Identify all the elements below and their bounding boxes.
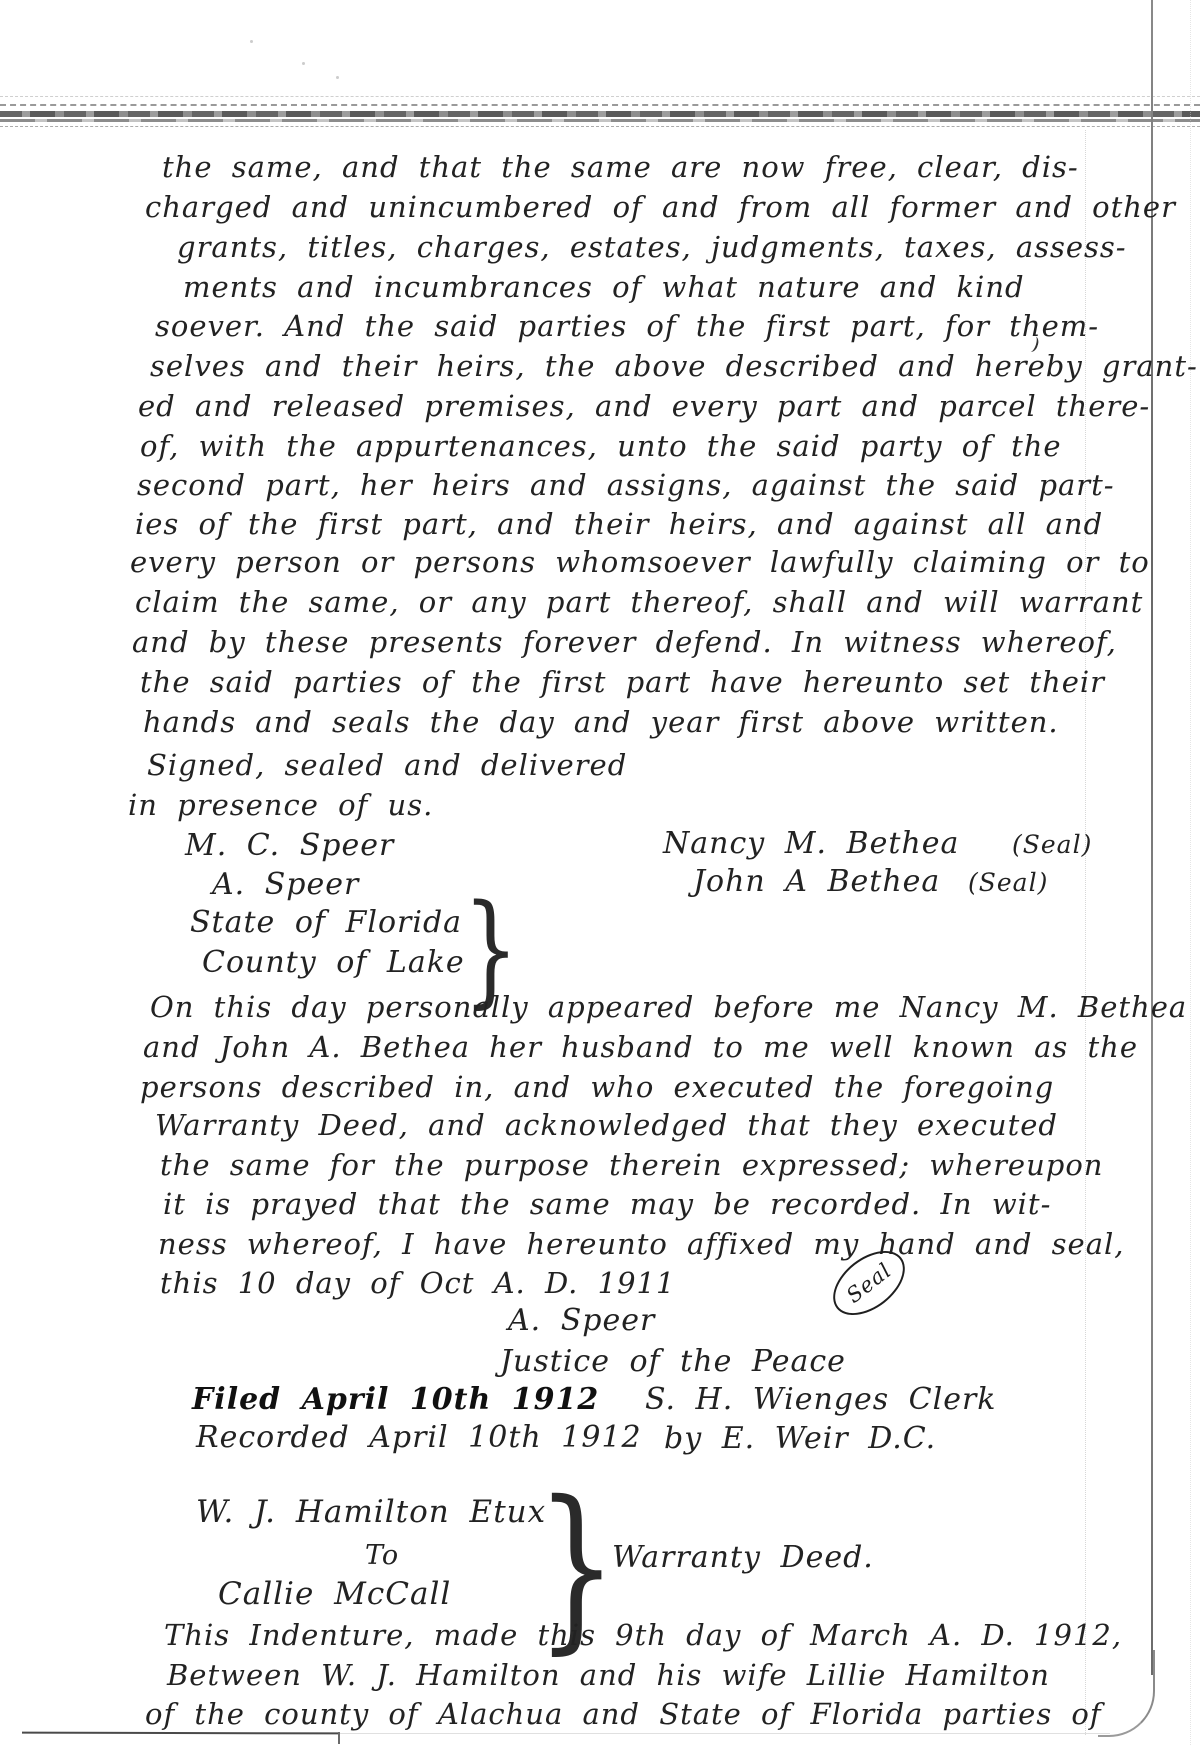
scan-speck bbox=[250, 40, 253, 43]
seal-annotation: (Seal) bbox=[1012, 830, 1093, 859]
scan-rule-line bbox=[0, 96, 1200, 97]
page-bottom-tick bbox=[338, 1732, 340, 1744]
acknowledgment-line: the same for the purpose therein expressed; whereupon bbox=[160, 1148, 1104, 1182]
caption-brace: } bbox=[535, 1463, 618, 1670]
caption-connector: To bbox=[365, 1540, 400, 1571]
venue-brace: } bbox=[462, 878, 519, 1020]
page-bottom-edge-faint bbox=[340, 1733, 1110, 1734]
seal-label: Seal bbox=[841, 1258, 897, 1308]
page-bottom-edge bbox=[22, 1732, 340, 1735]
scan-speck bbox=[302, 62, 305, 65]
opening-line: of the county of Alachua and State of Florida parties of bbox=[145, 1697, 1102, 1731]
acknowledgment-date-line: this 10 day of Oct A. D. 1911 bbox=[160, 1266, 676, 1300]
deed-body-line: and by these presents forever defend. In witness whereof, bbox=[132, 625, 1117, 659]
deed-body-line: of, with the appurtenances, unto the said party of the bbox=[140, 429, 1062, 463]
page-right-edge bbox=[1151, 0, 1153, 1675]
acknowledgment-line: On this day personally appeared before me Nancy M. Bethea bbox=[150, 990, 1188, 1024]
scan-rule-band bbox=[0, 111, 1200, 117]
scan-rule-band bbox=[0, 119, 1200, 122]
scan-speck bbox=[336, 76, 339, 79]
deed-body-line: ments and incumbrances of what nature and kind bbox=[183, 270, 1025, 304]
acknowledgment-line: persons described in, and who executed the foregoing bbox=[140, 1070, 1055, 1104]
seal-annotation: (Seal) bbox=[968, 868, 1049, 897]
venue-state-line: State of Florida bbox=[190, 905, 463, 940]
caption-grantor: W. J. Hamilton Etux bbox=[196, 1494, 547, 1530]
acknowledgment-line: Warranty Deed, and acknowledged that they executed bbox=[155, 1108, 1058, 1142]
page-corner-curve bbox=[1098, 1650, 1155, 1737]
venue-county-line: County of Lake bbox=[202, 945, 465, 980]
grantor-signature: Nancy M. Bethea bbox=[663, 826, 960, 861]
caption-instrument-type: Warranty Deed. bbox=[612, 1540, 874, 1575]
deed-body-line: charged and unincumbered of and from all former and other bbox=[145, 190, 1176, 224]
deed-body-line: ies of the first part, and their heirs, and against all and bbox=[135, 507, 1104, 541]
margin-dotted-line bbox=[1190, 0, 1191, 1745]
deed-body-line: every person or persons whomsoever lawfully claiming or to bbox=[130, 545, 1150, 579]
caption-grantee: Callie McCall bbox=[218, 1576, 452, 1612]
attestation-line: in presence of us. bbox=[128, 788, 434, 822]
acknowledgment-line: ness whereof, I have hereunto affixed my hand and seal, bbox=[158, 1227, 1125, 1261]
officer-signature: A. Speer bbox=[508, 1303, 656, 1338]
deed-body-line: the same, and that the same are now free, clear, dis- bbox=[162, 150, 1079, 184]
witness-signature: M. C. Speer bbox=[185, 828, 395, 863]
deputy-clerk-signature: by E. Weir D.C. bbox=[664, 1421, 937, 1456]
clerk-signature: S. H. Wienges Clerk bbox=[645, 1382, 997, 1417]
officer-title: Justice of the Peace bbox=[500, 1344, 846, 1379]
grantor-signature: John A Bethea bbox=[693, 864, 941, 899]
acknowledgment-line: and John A. Bethea her husband to me well known as the bbox=[143, 1030, 1139, 1064]
acknowledgment-line: it is prayed that the same may be recorded. In wit- bbox=[163, 1187, 1052, 1221]
filed-date-line: Filed April 10th 1912 bbox=[192, 1382, 600, 1417]
deed-body-line: second part, her heirs and assigns, against the said part- bbox=[137, 468, 1115, 502]
opening-line: Between W. J. Hamilton and his wife Lillie Hamilton bbox=[167, 1658, 1050, 1692]
deed-body-line: claim the same, or any part thereof, shall and will warrant bbox=[135, 585, 1144, 619]
recorded-date-line: Recorded April 10th 1912 bbox=[196, 1420, 642, 1455]
scan-rule-line bbox=[0, 126, 1200, 127]
witness-signature: A. Speer bbox=[212, 867, 360, 902]
opening-line: This Indenture, made this 9th day of March A. D. 1912, bbox=[164, 1618, 1123, 1652]
deed-body-line: hands and seals the day and year first above written. bbox=[143, 705, 1059, 739]
scan-rule-line bbox=[0, 104, 1200, 106]
deed-body-line: ed and released premises, and every part and parcel there- bbox=[138, 389, 1151, 423]
deed-body-line: selves and their heirs, the above described and hereby grant- bbox=[150, 349, 1198, 383]
attestation-line: Signed, sealed and delivered bbox=[147, 748, 628, 782]
deed-body-line: the said parties of the first part have hereunto set their bbox=[140, 665, 1106, 699]
deed-body-line: soever. And the said parties of the first part, for them- bbox=[155, 309, 1100, 343]
deed-body-line: grants, titles, charges, estates, judgments, taxes, assess- bbox=[177, 230, 1127, 264]
